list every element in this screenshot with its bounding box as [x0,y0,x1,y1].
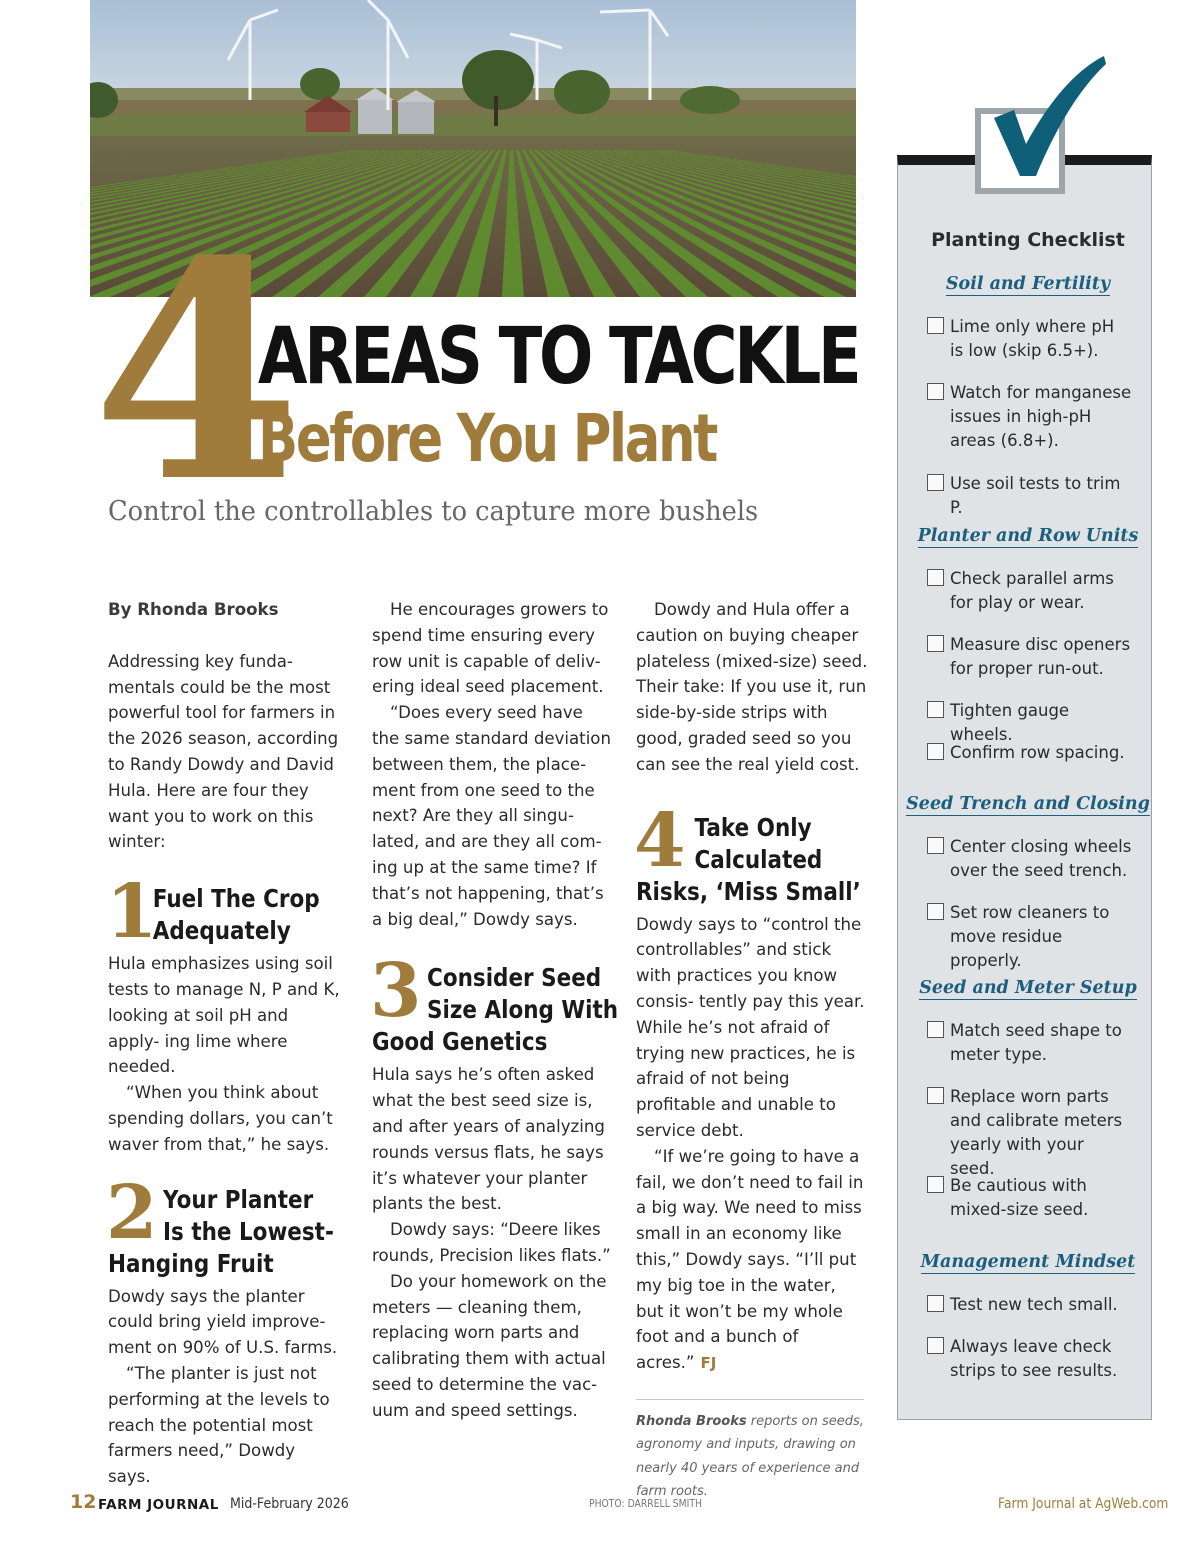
checklist-item-text: Always leave check strips to see results. [950,1337,1118,1380]
checklist-item-text: Center closing wheels over the seed trench. [950,837,1132,880]
empty-checkbox-icon [927,1176,944,1193]
checklist-item [927,699,1132,747]
checklist-item-text: Set row cleaners to move residue properly. [950,903,1110,970]
checklist-item [927,1335,1132,1383]
paragraph: Hula says he’s often asked what the best seed size is, and after years of analyzing rounds versus flats, he says it’s whatever your planter plants the best. [372,1065,605,1214]
article-column-3 [636,597,868,1504]
checklist-item [927,901,1132,973]
paragraph: Do your homework on the meters — cleaning them, replacing worn parts and calibrating them with actual seed to determine the vac- uum and speed settings. [372,1271,607,1420]
checklist-item [927,633,1132,681]
section-number: 1 [106,869,158,956]
empty-checkbox-icon [927,1087,944,1104]
checklist-item-text: Confirm row spacing. [950,743,1125,762]
checklist-item-text: Check parallel arms for play or wear. [950,569,1114,612]
checklist-section-heading [897,794,1159,814]
section-number: 2 [106,1169,158,1256]
checklist-item-text: Test new tech small. [950,1295,1118,1314]
empty-checkbox-icon [927,569,944,586]
checklist-item-text: Be cautious with mixed-size seed. [950,1176,1089,1219]
byline: By Rhonda Brooks [108,600,279,619]
checklist-heading-text: Seed Trench and Closing [906,794,1150,814]
section-title-line: Size Along With [427,995,619,1025]
checklist-heading-text: Management Mindset [920,1252,1136,1272]
checklist-heading-text: Seed and Meter Setup [919,978,1137,998]
intro-paragraph: Addressing key funda- mentals could be the most powerful tool for farmers in the 2026 season, according to Randy Dowdy and David Hula. Here are four they want you to work on this winter: [108,651,339,852]
checklist-item [927,472,1132,520]
checklist-section-heading [897,1252,1159,1272]
bio-text: reports on seeds, agronomy and inputs, drawing on nearly 40 years of experience and farm roots. [636,1413,864,1500]
end-mark-logo: FJ [700,1354,717,1373]
checklist-title: Planting Checklist [931,229,1125,251]
checklist-item-text: Match seed shape to meter type. [950,1021,1122,1064]
empty-checkbox-icon [927,317,944,334]
section-title-line: Is the Lowest- [163,1216,334,1246]
paragraph: Dowdy says: “Deere likes rounds, Precision likes flats.” [372,1220,611,1265]
checklist-item [927,315,1132,363]
section-4-heading [634,797,868,908]
section-title-line: Fuel The Crop [152,884,320,914]
headline-number: 4 [92,195,295,548]
issue-date: Mid-February 2026 [230,1496,349,1512]
checklist-item-text: Lime only where pH is low (skip 6.5+). [950,317,1115,360]
empty-checkbox-icon [927,635,944,652]
section-title-line: Risks, ‘Miss Small’ [636,876,861,906]
website-credit: Farm Journal at AgWeb.com [998,1496,1169,1512]
empty-checkbox-icon [927,383,944,400]
section-title-line: Consider Seed [427,963,602,993]
section-1-heading [106,869,342,956]
checklist-item [927,835,1132,883]
section-title-line: Calculated [694,844,823,874]
magazine-name: FARM JOURNAL [98,1497,219,1513]
article-column-2 [370,597,619,1424]
checklist-section-heading [897,274,1159,294]
paragraph: “When you think about spending dollars, you can’t waver from that,” he says. [108,1083,333,1154]
checklist-item [927,1019,1132,1067]
checklist-item [927,1085,1132,1181]
bio-divider [636,1399,864,1400]
checklist-item [927,381,1132,453]
empty-checkbox-icon [927,837,944,854]
checklist-item [927,567,1132,615]
headline-line-2: Before You Plant [258,400,717,477]
section-title-line: Good Genetics [372,1027,548,1057]
paragraph: “Does every seed have the same standard deviation between them, the place- ment from one seed to the next? Are they all singu- lated, and are they all com- ing up at the same time? If that’s not happening, that’s a big deal,” Dowdy says. [372,703,611,929]
headline-line-1: AREAS TO TACKLE [258,312,859,402]
checklist-heading-text: Planter and Row Units [917,526,1139,546]
paragraph-text: “If we’re going to have a fail, we don’t need to fail in a big way. We need to miss small in an economy like this,” Dowdy says. “I’ll put my big toe in the water, but it won’t be my whole foot and a bunch of acres.” [636,1146,864,1373]
checklist-item-text: Replace worn parts and calibrate meters yearly with your seed. [950,1087,1123,1178]
paragraph: He encourages growers to spend time ensuring every row unit is capable of deliv- ering ideal seed placement. [372,600,609,697]
section-number: 3 [370,948,422,1035]
section-number: 4 [634,797,686,884]
checklist-item-text: Measure disc openers for proper run-out. [950,635,1131,678]
paragraph: Hula emphasizes using soil tests to manage N, P and K, looking at soil pH and apply- ing lime where needed. [108,954,340,1077]
paragraph: Dowdy and Hula offer a caution on buying cheaper plateless (mixed-size) seed. Their take: If you use it, run side-by-side strips with good, graded seed so you can see the real yield cost. [636,600,868,774]
empty-checkbox-icon [927,1295,944,1312]
empty-checkbox-icon [927,701,944,718]
checklist-heading-text: Soil and Fertility [945,274,1111,294]
section-title-line: Hanging Fruit [108,1248,274,1278]
empty-checkbox-icon [927,1337,944,1354]
checklist-item-text: Use soil tests to trim P. [950,474,1121,517]
paragraph: “The planter is just not performing at the levels to reach the potential most farmers need,” Dowdy says. [108,1363,330,1487]
checklist-item [927,741,1132,765]
section-2-heading [106,1169,342,1280]
checkmark-icon [980,52,1120,182]
bio-name: Rhonda Brooks [636,1413,747,1429]
empty-checkbox-icon [927,474,944,491]
empty-checkbox-icon [927,1021,944,1038]
checklist-item-text: Tighten gauge wheels. [950,701,1070,744]
empty-checkbox-icon [927,903,944,920]
page-number: 12 [70,1491,97,1513]
paragraph: Dowdy says to “control the controllables” and stick with practices you know consis- tently pay this year. While he’s not afraid of trying new practices, he is afraid of not being profitable and unable to service debt. [636,914,865,1140]
checklist-item [927,1174,1132,1222]
paragraph: Dowdy says the planter could bring yield improve- ment on 90% of U.S. farms. [108,1286,338,1358]
section-title-line: Your Planter [163,1184,314,1214]
section-title-line: Take Only [694,812,812,842]
subheadline-dek: Control the controllables to capture more bushels [108,496,759,527]
checklist-section-heading [897,526,1159,546]
author-bio [636,1410,868,1504]
checklist-item-text: Watch for manganese issues in high-pH areas (6.8+). [950,383,1132,450]
checklist-item [927,1293,1132,1317]
article-column-1 [108,597,342,1490]
section-title-line: Adequately [152,916,291,946]
checklist-section-heading [897,978,1159,998]
section-3-heading [370,948,619,1058]
photo-credit: PHOTO: DARRELL SMITH [589,1498,702,1510]
empty-checkbox-icon [927,743,944,760]
paragraph [636,1144,868,1377]
